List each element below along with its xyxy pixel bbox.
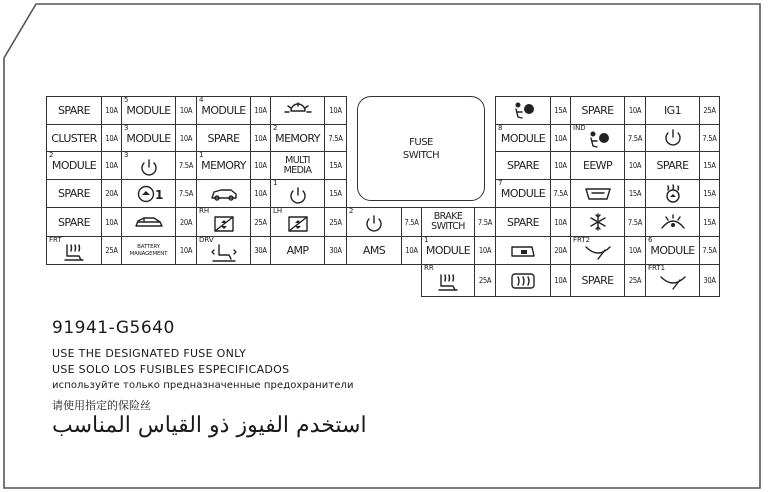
- fuse-slot[interactable]: [46, 207, 102, 237]
- fuse-slot-index: RH: [199, 207, 210, 215]
- notice-chinese: 请使用指定的保险丝: [52, 399, 151, 412]
- fuse-slot[interactable]: [495, 207, 551, 237]
- fuse-slot[interactable]: [196, 124, 251, 152]
- fuse-label: SPARE: [656, 159, 689, 172]
- mirror-icon: [583, 184, 613, 204]
- part-number: 91941-G5640: [52, 318, 175, 338]
- fuse-slot-index: 7: [498, 179, 503, 187]
- fuse-label: MODULE: [500, 131, 546, 145]
- fuse-label: SPARE: [207, 131, 240, 145]
- fuse-slot[interactable]: [570, 264, 625, 297]
- fuse-rating: 15A: [324, 179, 347, 208]
- fuse-label: MODULE: [425, 244, 471, 257]
- fuse-slot-index: 3: [124, 151, 129, 159]
- fuse-slot[interactable]: [196, 236, 251, 265]
- fuse-slot-index: LH: [273, 207, 283, 215]
- fuse-rating: 7.5A: [699, 124, 720, 152]
- fuse-rating: 15A: [699, 151, 720, 180]
- fuse-slot[interactable]: [46, 96, 102, 125]
- fuse-slot-index: 1: [424, 236, 429, 244]
- fuse-rating: 10A: [101, 151, 122, 180]
- fuse-slot-index: 6: [648, 236, 653, 244]
- fuse-rating: 15A: [324, 151, 347, 180]
- power-button-icon: [134, 158, 164, 178]
- washer-icon: [658, 212, 688, 232]
- fuse-rating: 7.5A: [324, 124, 347, 152]
- fuse-slot[interactable]: [570, 124, 625, 152]
- fuse-rating: 20A: [175, 207, 197, 237]
- seat-heater-icon: [433, 273, 463, 293]
- ac-snowflake-icon: [583, 212, 613, 232]
- fuse-label: MODULE: [126, 104, 171, 117]
- fuse-rating: 25A: [324, 207, 347, 237]
- fuse-slot-index: IND: [573, 124, 586, 132]
- interior-lamp-icon: [283, 101, 313, 121]
- fuse-slot[interactable]: [196, 179, 251, 208]
- fuse-rating: 10A: [250, 179, 271, 208]
- fuse-rating: 10A: [250, 151, 271, 180]
- fuse-slot[interactable]: [421, 236, 475, 265]
- steering-1-icon: [134, 184, 164, 204]
- fuse-slot-index: 2: [349, 207, 354, 215]
- fuse-rating: 10A: [550, 124, 571, 152]
- fuse-rating: 10A: [550, 264, 571, 297]
- fuse-slot[interactable]: [645, 207, 700, 237]
- fuse-label: SPARE: [57, 215, 91, 229]
- fuse-slot-index: 8: [498, 124, 503, 132]
- fuse-rating: 7.5A: [401, 207, 422, 237]
- fuse-slot[interactable]: [495, 124, 551, 152]
- fuse-slot[interactable]: [196, 151, 251, 180]
- fuse-label: SPARE: [506, 159, 540, 172]
- fuse-rating: 30A: [699, 264, 720, 297]
- power-button-icon: [359, 214, 389, 234]
- fuse-rating: 30A: [250, 236, 271, 265]
- fuse-slot[interactable]: [270, 179, 325, 208]
- fuse-label: SPARE: [581, 274, 614, 287]
- fuse-label: SPARE: [57, 104, 91, 117]
- fuse-label: SPARE: [57, 187, 91, 200]
- fuse-rating: 10A: [101, 124, 122, 152]
- fuse-rating: 10A: [175, 236, 197, 265]
- fuse-rating: 25A: [101, 236, 122, 265]
- fuse-label: BRAKE SWITCH: [431, 211, 465, 232]
- fuse-slot[interactable]: [270, 207, 325, 237]
- fuse-label: MEMORY: [275, 131, 320, 145]
- fuse-rating: 10A: [474, 236, 496, 265]
- fuse-label: IG1: [664, 104, 681, 117]
- notice-spanish: USE SOLO LOS FUSIBLES ESPECIFICADOS: [52, 363, 290, 376]
- fuse-slot[interactable]: [645, 124, 700, 152]
- fuse-slot-index: FRT1: [648, 264, 666, 272]
- fuse-slot[interactable]: [196, 207, 251, 237]
- fuse-label: MODULE: [500, 187, 546, 200]
- fuse-label: BATTERY MANAGEMENT: [129, 243, 168, 257]
- fuse-slot[interactable]: [495, 264, 551, 297]
- fuse-slot-index: FRT: [49, 236, 62, 244]
- fuse-rating: 7.5A: [474, 207, 496, 237]
- notice-arabic: استخدم الفيوز ذو القياس المناسب: [52, 413, 367, 438]
- fuse-rating: 15A: [550, 96, 571, 125]
- fuse-rating: 10A: [550, 151, 571, 180]
- fuse-slot[interactable]: [645, 151, 700, 180]
- fuse-slot-index: 2: [273, 124, 278, 132]
- fuse-slot[interactable]: [495, 151, 551, 180]
- fuse-rating: 10A: [624, 96, 646, 125]
- power-window-icon: [283, 214, 313, 234]
- fuse-rating: 10A: [324, 96, 347, 125]
- fuse-slot[interactable]: [270, 236, 325, 265]
- fuse-slot-index: 3: [124, 124, 129, 132]
- fuse-rating: 10A: [101, 96, 122, 125]
- fuse-slot[interactable]: [645, 179, 700, 208]
- fuse-rating: 25A: [250, 207, 271, 237]
- door-lock-icon: [508, 241, 538, 261]
- fuse-rating: 10A: [550, 207, 571, 237]
- power-button-icon: [658, 128, 688, 148]
- fuse-switch[interactable]: FUSE SWITCH: [357, 96, 485, 201]
- fuse-slot-index: 5: [124, 96, 129, 104]
- airbag-icon: [583, 130, 613, 150]
- fuse-label: MODULE: [650, 244, 695, 257]
- fuse-rating: 10A: [624, 236, 646, 265]
- fuse-slot[interactable]: [121, 179, 176, 208]
- fuse-slot[interactable]: [121, 236, 176, 265]
- fuse-label: MEMORY: [201, 159, 246, 172]
- fuse-slot[interactable]: [46, 151, 102, 180]
- fuse-label: MODULE: [201, 104, 246, 117]
- power-seat-icon: [209, 243, 239, 263]
- fuse-rating: 7.5A: [624, 124, 646, 152]
- fuse-rating: 10A: [624, 151, 646, 180]
- fuse-rating: 15A: [699, 207, 720, 237]
- fuse-slot[interactable]: [270, 151, 325, 180]
- fuse-rating: 15A: [699, 179, 720, 208]
- fuse-slot[interactable]: [270, 124, 325, 152]
- fuse-rating: 7.5A: [175, 179, 197, 208]
- wiper-icon: [658, 273, 688, 293]
- fuse-slot[interactable]: [46, 124, 102, 152]
- fuse-slot[interactable]: [570, 96, 625, 125]
- fuse-rating: 7.5A: [550, 179, 571, 208]
- fuse-slot[interactable]: [196, 96, 251, 125]
- fuse-slot[interactable]: [346, 236, 402, 265]
- fuse-slot[interactable]: [121, 207, 176, 237]
- fuse-slot[interactable]: [421, 264, 475, 297]
- fuse-slot[interactable]: [495, 96, 551, 125]
- fuse-label: SPARE: [581, 104, 614, 117]
- fuse-rating: 30A: [324, 236, 347, 265]
- car-side-icon: [134, 212, 164, 232]
- fuse-slot[interactable]: [570, 207, 625, 237]
- fuse-rating: 20A: [101, 179, 122, 208]
- power-window-icon: [209, 214, 239, 234]
- fuse-slot[interactable]: [121, 96, 176, 125]
- fuse-rating: 10A: [401, 236, 422, 265]
- fuse-rating: 20A: [550, 236, 571, 265]
- fuse-slot[interactable]: [346, 207, 402, 237]
- fuse-slot-index: DRV: [199, 236, 214, 244]
- fuse-rating: 15A: [624, 179, 646, 208]
- fuse-slot[interactable]: [570, 179, 625, 208]
- fuse-slot[interactable]: [121, 124, 176, 152]
- car-rear-icon: [209, 184, 239, 204]
- fuse-slot-index: 2: [49, 151, 54, 159]
- fuse-slot[interactable]: [495, 179, 551, 208]
- fuse-rating: 10A: [101, 207, 122, 237]
- steering-heat-icon: [658, 184, 688, 204]
- wiper-icon: [583, 243, 613, 263]
- fuse-slot[interactable]: [570, 151, 625, 180]
- fuse-slot[interactable]: [645, 264, 700, 297]
- fuse-slot[interactable]: [645, 236, 700, 265]
- fuse-label: CLUSTER: [51, 131, 97, 145]
- notice-english: USE THE DESIGNATED FUSE ONLY: [52, 347, 247, 360]
- fuse-rating: 7.5A: [175, 151, 197, 180]
- fuse-label: SPARE: [506, 215, 540, 229]
- fuse-label: MULTI MEDIA: [283, 154, 312, 176]
- fuse-slot-index: 1: [273, 179, 278, 187]
- fuse-slot-index: FRT2: [573, 236, 591, 244]
- rear-defog-icon: [508, 271, 538, 291]
- svg-text:1: 1: [154, 187, 163, 202]
- fuse-rating: 10A: [250, 96, 271, 125]
- fuse-rating: 25A: [474, 264, 496, 297]
- fuse-slot[interactable]: [421, 207, 475, 237]
- fuse-slot-index: RR: [424, 264, 434, 272]
- fuse-slot[interactable]: [270, 96, 325, 125]
- fuse-slot[interactable]: [46, 179, 102, 208]
- fuse-label: AMS: [362, 244, 386, 257]
- fuse-label: AMP: [286, 244, 309, 257]
- fuse-slot[interactable]: [121, 151, 176, 180]
- fuse-slot-index: 1: [199, 151, 204, 159]
- notice-russian: используйте только предназначенные предохранители: [52, 380, 354, 391]
- fuse-rating: 25A: [624, 264, 646, 297]
- fuse-rating: 25A: [699, 96, 720, 125]
- fuse-rating: 10A: [175, 124, 197, 152]
- fuse-slot[interactable]: [46, 236, 102, 265]
- power-button-icon: [283, 186, 313, 206]
- airbag-icon: [508, 101, 538, 121]
- fuse-slot[interactable]: [570, 236, 625, 265]
- fuse-slot[interactable]: [645, 96, 700, 125]
- fuse-slot-index: 4: [199, 96, 204, 104]
- fuse-rating: 10A: [175, 96, 197, 125]
- fuse-rating: 10A: [250, 124, 271, 152]
- fuse-label: MODULE: [51, 159, 97, 172]
- fuse-label: EEWP: [582, 159, 612, 172]
- seat-heater-icon: [59, 243, 89, 263]
- fuse-rating: 7.5A: [699, 236, 720, 265]
- fuse-rating: 7.5A: [624, 207, 646, 237]
- fuse-slot[interactable]: [495, 236, 551, 265]
- fuse-label: MODULE: [126, 131, 171, 145]
